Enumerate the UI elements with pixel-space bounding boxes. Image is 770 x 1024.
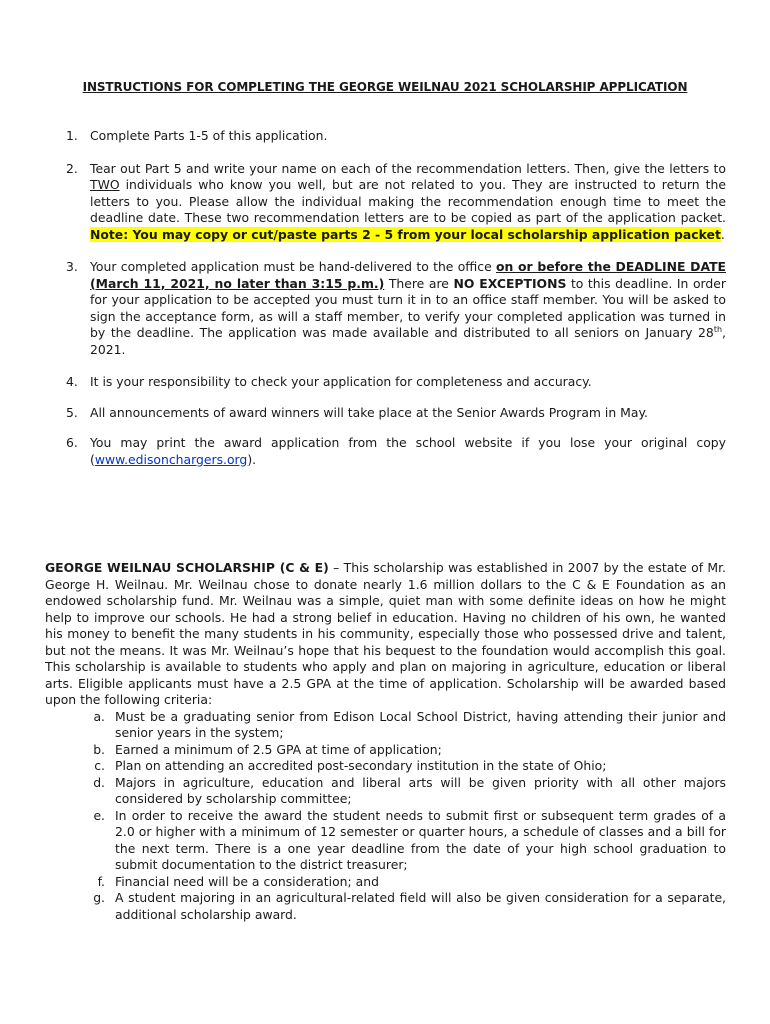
criteria-text: Must be a graduating senior from Edison Local School District, having attending their junior and senior years in the system;: [115, 708, 726, 740]
item-number: 3.: [66, 259, 78, 274]
scholarship-body: – This scholarship was established in 2007 by the estate of Mr. George H. Weilnau. Mr. Weilnau chose to donate nearly 1.6 million dollars to the C & E Foundation as an endowed scholarship fund. Mr. Weilnau was a simple, quiet man with some definite ideas on how he might help to improve our schools. He had a strong belief in education. Having no children of his own, he wanted his money to benefit the many students in his community, especially those who possessed drive and talent, but not the means. It was Mr. Weilnau’s hope that his bequest to the foundation would accomplish this goal. This scholarship is available to students who apply and plan on majoring in agriculture, education or liberal arts. Eligible applicants must have a 2.5 GPA at the time of application. Scholarship will be awarded based upon the following criteria:: [45, 560, 726, 707]
criteria-item-d: [45, 775, 726, 808]
item-text: , 2021.: [90, 325, 726, 357]
criteria-letter: b.: [93, 741, 105, 757]
scholarship-heading: GEORGE WEILNAU SCHOLARSHIP (C & E): [45, 560, 329, 575]
criteria-item-c: [45, 758, 726, 775]
criteria-letter: f.: [97, 873, 105, 889]
item-text: to this deadline. In order for your application to be accepted you must turn it in to an office staff member. You will be asked to sign the acceptance form, as will a staff member, to verify your completed application was turned in by the deadline. The application was made available and distributed to all seniors on January 28: [90, 275, 726, 340]
two-underlined: TWO: [90, 177, 120, 192]
item-text: It is your responsibility to check your application for completeness and accuracy.: [90, 374, 592, 389]
criteria-text: In order to receive the award the student needs to submit first or subsequent term grades of a 2.0 or higher with a minimum of 12 semester or quarter hours, a schedule of classes and a bill for the next term. There is a one year deadline from the date of your high school graduation to submit documentation to the district treasurer;: [115, 807, 726, 872]
item-text: Tear out Part 5 and write your name on each of the recommendation letters. Then, give the letters to: [90, 160, 726, 176]
instructions-list: [66, 128, 726, 484]
item-text: You may print the award application from the school website if you lose your original copy (: [90, 435, 726, 467]
item-number: 5.: [66, 404, 78, 420]
item-number: 6.: [66, 435, 78, 450]
item-text: individuals who know you well, but are not related to you. They are instructed to return the letters to you. Please allow the individual making the recommendation enough time to meet the deadline date. These two recommendation letters are to be copied as part of the application packet.: [90, 177, 726, 225]
criteria-item-a: [45, 709, 726, 742]
deadline-date: on or before the DEADLINE DATE (March 11, 2021, no later than 3:15 p.m.): [90, 259, 727, 291]
item-text: There are: [384, 275, 454, 291]
page-title: INSTRUCTIONS FOR COMPLETING THE GEORGE WEILNAU 2021 SCHOLARSHIP APPLICATION: [82, 80, 688, 94]
criteria-letter: e.: [93, 807, 105, 823]
scholarship-section: [45, 560, 726, 923]
criteria-text: Plan on attending an accredited post-secondary institution in the state of Ohio;: [115, 758, 607, 773]
highlighted-note: Note: You may copy or cut/paste parts 2 - 5 from your local scholarship application packet: [90, 226, 721, 242]
item-text: All announcements of award winners will take place at the Senior Awards Program in May.: [90, 404, 648, 420]
superscript-th: th: [713, 324, 723, 334]
instruction-item-1: [66, 128, 726, 145]
instruction-item-4: [66, 374, 726, 391]
item-number: 4.: [66, 374, 78, 389]
criteria-text: A student majoring in an agricultural-related field will also be given consideration for a separate, additional scholarship award.: [115, 890, 726, 922]
criteria-text: Financial need will be a consideration; and: [115, 873, 379, 889]
criteria-item-b: [45, 742, 726, 759]
item-text: Your completed application must be hand-delivered to the office: [90, 259, 497, 274]
instruction-item-6: [66, 435, 726, 468]
no-exceptions: NO EXCEPTIONS: [453, 275, 567, 291]
scholarship-description: [45, 560, 726, 709]
criteria-letter: d.: [93, 774, 105, 790]
criteria-item-f: [45, 874, 726, 891]
school-website-link[interactable]: www.edisonchargers.org: [94, 451, 248, 467]
criteria-text: Majors in agriculture, education and liberal arts will be given priority with all other majors considered by scholarship committee;: [115, 774, 726, 806]
instruction-item-5: [66, 405, 726, 422]
instruction-item-2: [66, 161, 726, 244]
item-text: Complete Parts 1-5 of this application.: [90, 128, 328, 143]
criteria-text: Earned a minimum of 2.5 GPA at time of application;: [115, 741, 442, 757]
item-number: 1.: [66, 128, 78, 143]
criteria-item-g: [45, 890, 726, 923]
criteria-letter: g.: [93, 890, 105, 905]
criteria-list: [45, 709, 726, 924]
note-period: .: [720, 226, 725, 242]
criteria-item-e: [45, 808, 726, 874]
criteria-letter: a.: [93, 708, 105, 724]
item-number: 2.: [66, 160, 78, 176]
criteria-letter: c.: [94, 758, 105, 773]
item-text: ).: [247, 451, 257, 467]
instruction-item-3: [66, 259, 726, 358]
